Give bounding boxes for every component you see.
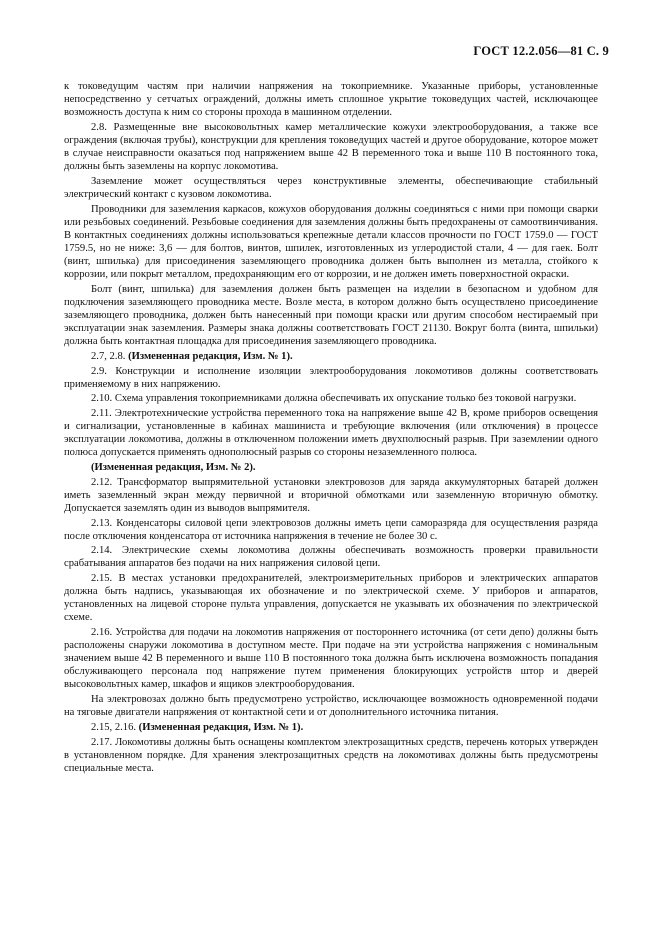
paragraph: Болт (винт, шпилька) для заземления должен быть размещен на изделии в безопасном и удобном для подключения заземляющего проводника месте. Возле места, в котором должно быть осуществлено присоединение заземляющего проводника, должен быть нанесенный при помощи краски или другим способом нестираемый при эксплуатации знак заземления. Размеры знака должны соответствовать ГОСТ 21130. Вокруг болта (винта, шпильки) должна быть контактная площадка для присоединения заземляющего проводника. [64, 283, 598, 348]
paragraph: 2.17. Локомотивы должны быть оснащены комплектом электрозащитных средств, перечень которых утвержден в установленном порядке. Для хранения электрозащитных средств на локомотивах должны быть предусмотрены специальные места. [64, 736, 598, 774]
amendment-prefix: 2.7, 2.8. [91, 350, 129, 362]
amendment-text: (Измененная редакция, Изм. № 1). [138, 721, 304, 733]
paragraph: На электровозах должно быть предусмотрено устройство, исключающее возможность одновременной подачи на тяговые двигатели напряжения от контактной сети и от дополнительного источника питания. [64, 694, 598, 719]
amendment-text: (Измененная редакция, Изм. № 2). [91, 461, 256, 473]
amendment-note [64, 350, 598, 363]
paragraph: 2.13. Конденсаторы силовой цепи электровозов должны иметь цепи саморазряда для осуществления разряда после отключения конденсатора от источника напряжения в течение не более 30 с. [64, 517, 598, 542]
paragraph: 2.10. Схема управления токоприемниками должна обеспечивать их опускание только без токовой нагрузки. [91, 393, 577, 405]
amendment-text: (Измененная редакция, Изм. № 1). [128, 350, 293, 362]
amendment-note [64, 721, 598, 734]
paragraph: 2.16. Устройства для подачи на локомотив напряжения от постороннего источника (от сети депо) должны быть расположены снаружи локомотива в доступном месте. При подаче на эти устройства напряжения с номинальным значением выше 42 В переменного и выше 110 В постоянного тока должна быть исключена возможность попадания обслуживающего персонала под напряжение путем применения блокирующих устройств штор и дверей высоковольтных камер, шкафов и ящиков электрооборудования. [64, 627, 598, 691]
paragraph: 2.14. Электрические схемы локомотива должны обеспечивать возможность проверки правильности срабатывания аппаратов без подачи на них напряжения силовой цепи. [64, 545, 598, 570]
paragraph: Проводники для заземления каркасов, кожухов оборудования должны соединяться с ними при помощи сварки или резьбовых соединений. Резьбовые соединения для заземления должны быть предохранены от самоотвинчивания. В контактных соединениях должны использоваться крепежные детали классов прочности по ГОСТ 1759.0 — ГОСТ 1759.5, но не ниже: 3,6 — для болтов, винтов, шпилек, изготовленных из углеродистой стали, 4 — для гаек. Болт (винт, шпилька) для присоединения заземляющего проводника должен быть выполнен из металла, стойкого к коррозии, или покрыт металлом, предохраняющим его от коррозии, и не должен иметь поверхностной окраски. [64, 203, 598, 281]
paragraph: 2.9. Конструкции и исполнение изоляции электрооборудования локомотивов должны соответствовать применяемому в них напряжению. [64, 365, 598, 390]
amendment-note [64, 461, 598, 474]
paragraph: 2.8. Размещенные вне высоковольтных камер металлические кожухи электрооборудования, а также все ограждения (включая трубы), конструкции для крепления токоведущих частей и другое оборудование, которое может в случае неисправности оказаться под напряжением выше 42 В переменного тока и выше 110 В постоянного тока, должны быть заземлены на корпус локомотива. [64, 121, 598, 173]
paragraph: 2.11. Электротехнические устройства переменного тока на напряжение выше 42 В, кроме приборов освещения и сигнализации, установленные в кабинах машиниста и требующие включения (или отключения) в процессе эксплуатации локомотива, должны в отключенном положении иметь двухполюсный разрыв. При заземлении одного полюса допускается применять однополюсный разрыв со стороны незаземленного полюса. [64, 408, 598, 459]
document-body [64, 80, 598, 776]
paragraph: 2.12. Трансформатор выпрямительной установки электровозов для заряда аккумуляторных батарей должен иметь заземленный экран между первичной и вторичной обмотками или заземленную вторичную обмотку. Допускается заземлять один из выводов выпрямителя. [64, 476, 598, 514]
paragraph: к токоведущим частям при наличии напряжения на токоприемнике. Указанные приборы, установленные непосредственно у сетчатых ограждений, должны иметь сплошное укрытие токоведущих частей, исключающее возможность доступа к ним со стороны прохода в машинном отделении. [64, 81, 598, 119]
amendment-prefix: 2.15, 2.16. [91, 721, 139, 733]
page-header: ГОСТ 12.2.056—81 С. 9 [473, 44, 609, 58]
paragraph: 2.15. В местах установки предохранителей, электроизмерительных приборов и электрических аппаратов должна быть надпись, указывающая их обозначение и по электрической схеме. У приборов и аппаратов, установленных на лицевой стороне пульта управления, допускается не указывать их обозначения по электрической схеме. [64, 573, 598, 624]
paragraph: Заземление может осуществляться через конструктивные элементы, обеспечивающие стабильный электрический контакт с кузовом локомотива. [64, 175, 598, 200]
